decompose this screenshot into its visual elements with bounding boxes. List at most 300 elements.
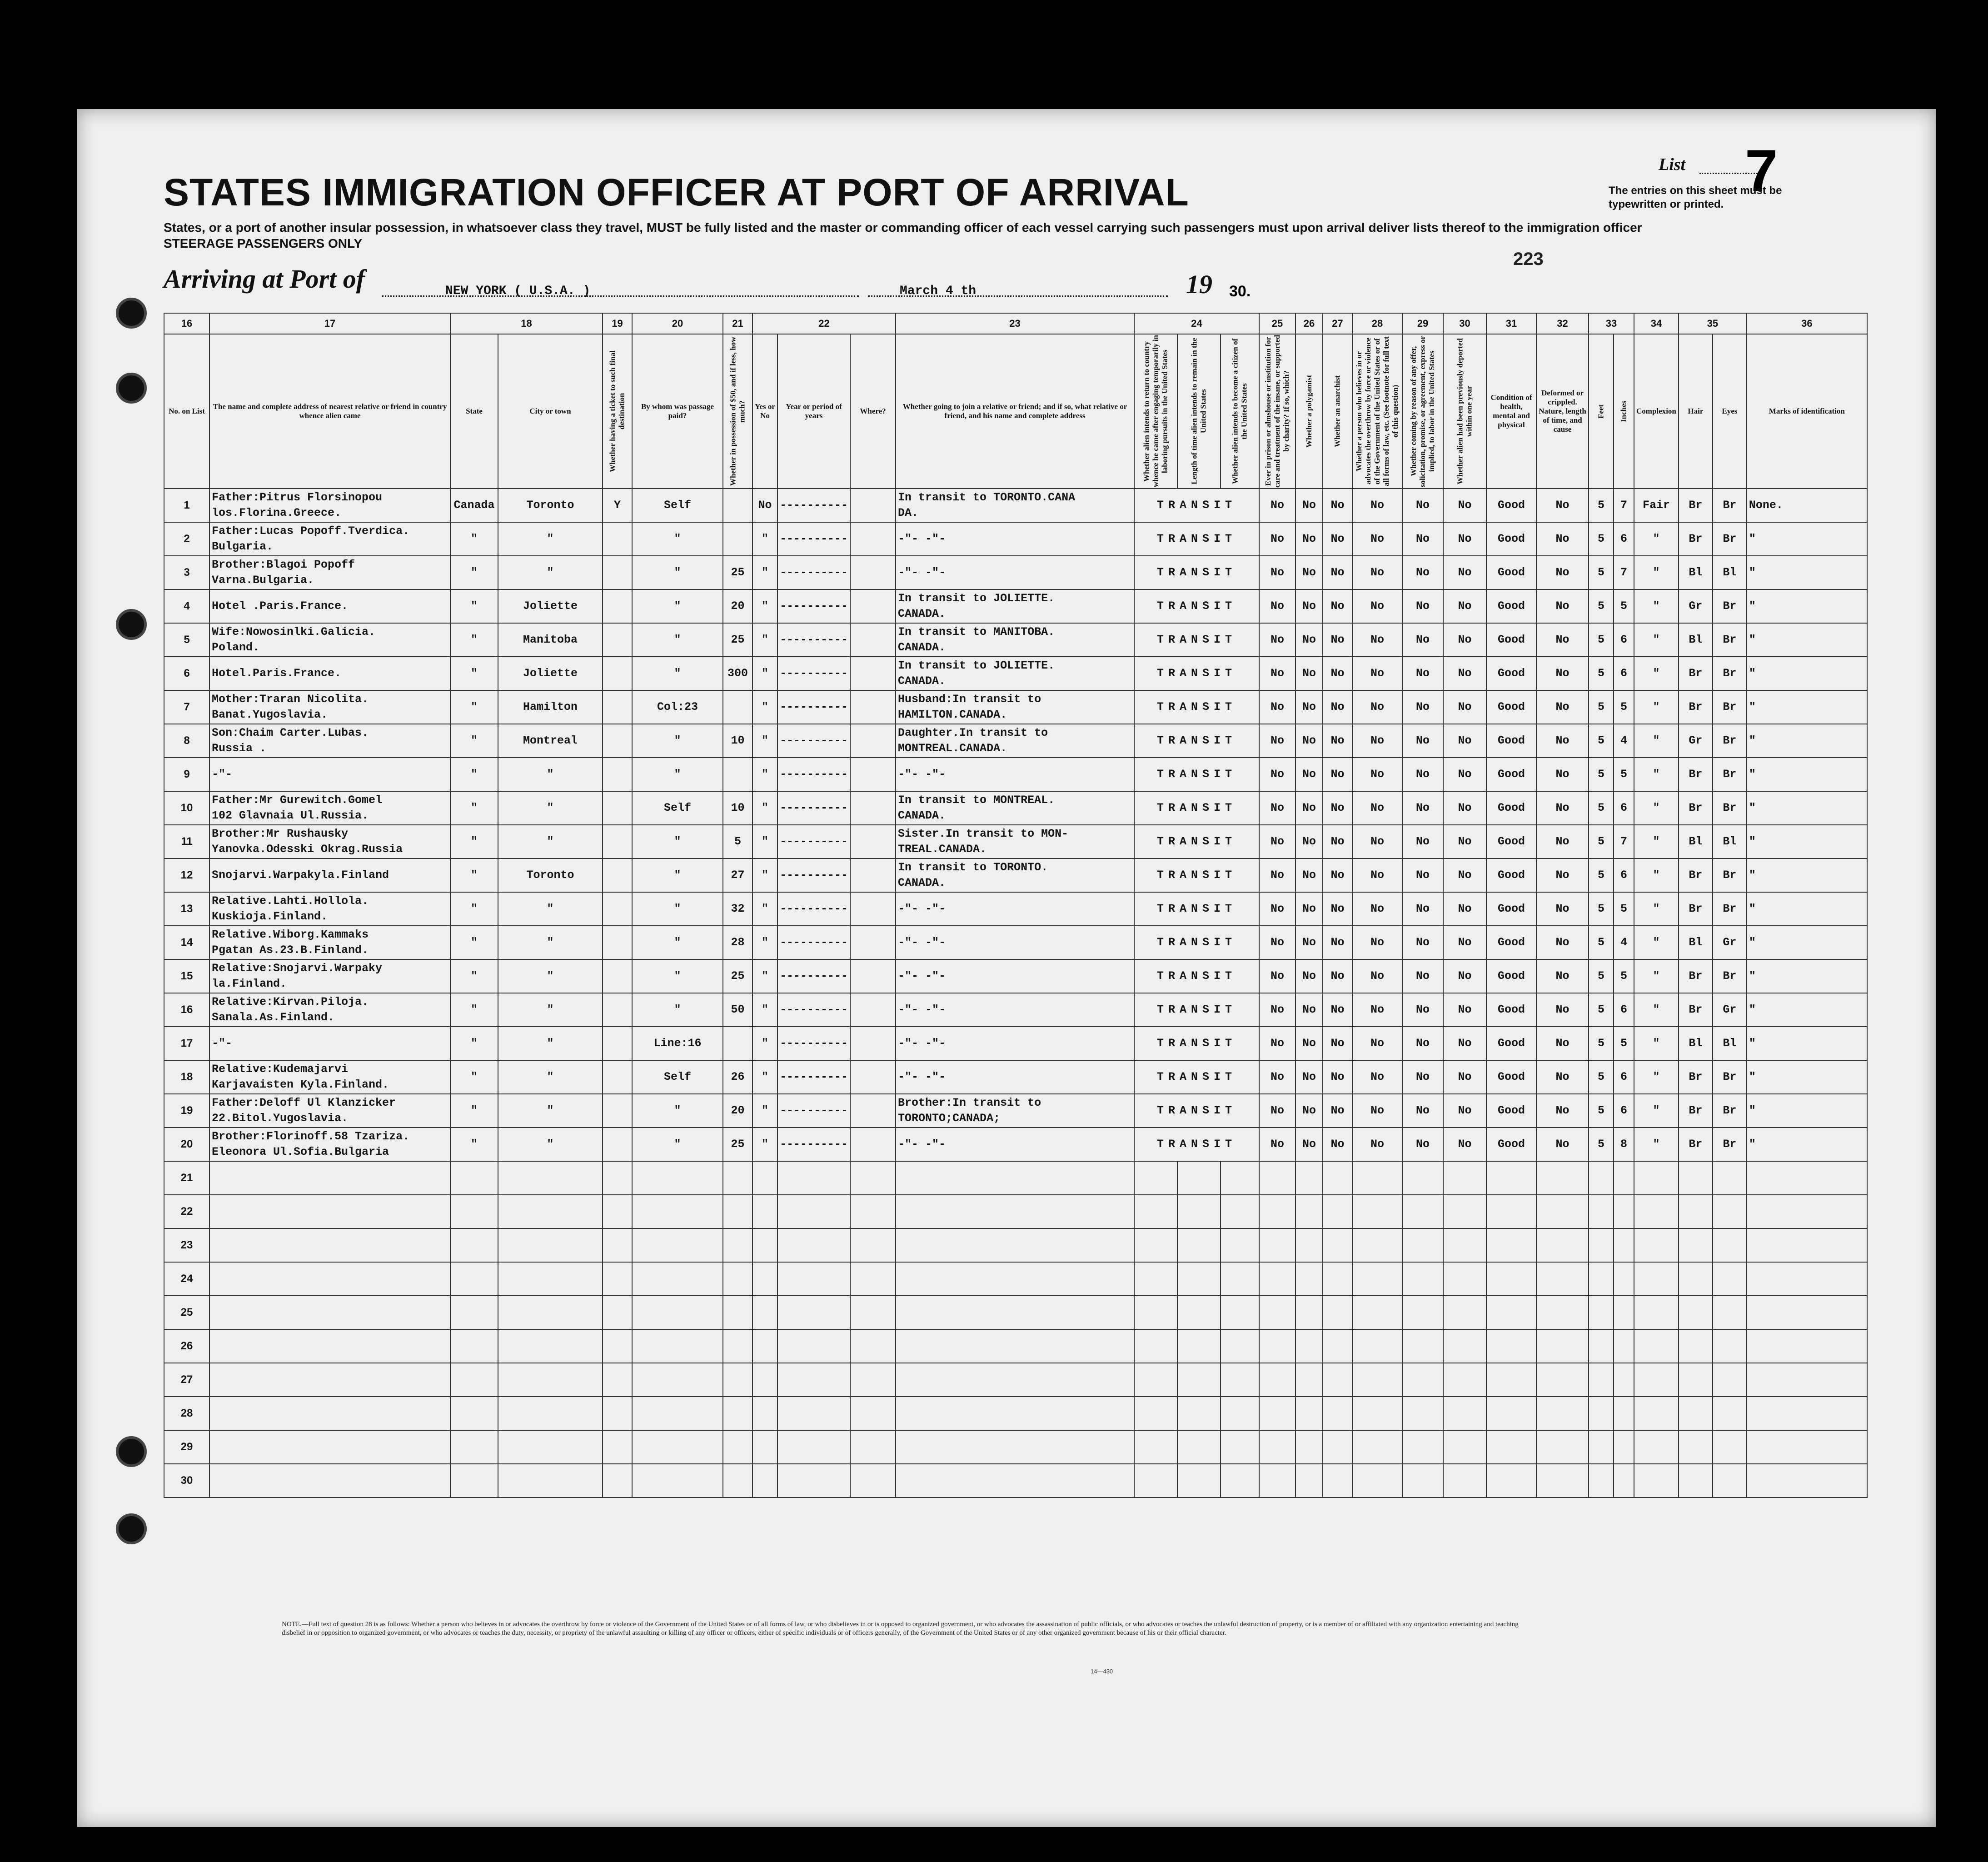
complexion-cell: " bbox=[1634, 522, 1679, 556]
empty-cell bbox=[1747, 1161, 1867, 1195]
where-cell bbox=[850, 892, 896, 926]
relative-address: Relative:Kudemajarvi Karjavaisten Kyla.Finland. bbox=[209, 1060, 450, 1094]
eyes-cell: Br bbox=[1713, 589, 1747, 623]
empty-cell bbox=[1352, 1262, 1402, 1296]
contract-cell: No bbox=[1402, 859, 1443, 892]
column-number: 31 bbox=[1486, 313, 1536, 334]
period-cell: ---------- bbox=[777, 489, 850, 522]
period-cell: ---------- bbox=[777, 859, 850, 892]
ticket-cell bbox=[603, 993, 632, 1027]
table-row bbox=[164, 1262, 1867, 1296]
join-relative-cell: In transit to TORONTO.CANA DA. bbox=[896, 489, 1134, 522]
empty-cell bbox=[1352, 1296, 1402, 1329]
empty-cell bbox=[1134, 1262, 1177, 1296]
hair-cell: Br bbox=[1679, 758, 1713, 791]
prison-cell: No bbox=[1259, 825, 1295, 859]
empty-cell bbox=[1614, 1430, 1634, 1464]
join-relative-cell: In transit to MONTREAL. CANADA. bbox=[896, 791, 1134, 825]
empty-cell bbox=[1352, 1464, 1402, 1498]
destination-state: " bbox=[450, 522, 498, 556]
empty-cell bbox=[1352, 1228, 1402, 1262]
hair-cell: Br bbox=[1679, 489, 1713, 522]
deported-cell: No bbox=[1443, 758, 1486, 791]
money-cell: 20 bbox=[723, 1094, 752, 1128]
empty-cell bbox=[1352, 1430, 1402, 1464]
height-inches-cell: 6 bbox=[1614, 522, 1634, 556]
anarchist-cell: No bbox=[1323, 993, 1352, 1027]
height-feet-cell: 5 bbox=[1589, 1060, 1614, 1094]
passage-paid-cell: " bbox=[632, 657, 723, 690]
anarchist-cell: No bbox=[1323, 1027, 1352, 1060]
empty-cell bbox=[209, 1296, 450, 1329]
table-row bbox=[164, 589, 1867, 623]
polygamist-cell: No bbox=[1295, 1027, 1323, 1060]
prison-cell: No bbox=[1259, 589, 1295, 623]
where-cell bbox=[850, 825, 896, 859]
destination-city: Joliette bbox=[498, 589, 603, 623]
height-inches-cell: 5 bbox=[1614, 959, 1634, 993]
prison-cell: No bbox=[1259, 1128, 1295, 1161]
header-marks: Marks of identification bbox=[1747, 334, 1867, 489]
header-purpose-citizen: Whether alien intends to become a citizen of the United States bbox=[1221, 334, 1259, 489]
empty-cell bbox=[896, 1161, 1134, 1195]
empty-cell bbox=[1614, 1195, 1634, 1228]
purpose-cell: TRANSIT bbox=[1134, 959, 1259, 993]
prison-cell: No bbox=[1259, 623, 1295, 657]
anarchist-cell: No bbox=[1323, 825, 1352, 859]
complexion-cell: " bbox=[1634, 556, 1679, 589]
empty-cell bbox=[1614, 1262, 1634, 1296]
empty-cell bbox=[1402, 1262, 1443, 1296]
money-cell: 20 bbox=[723, 589, 752, 623]
row-number: 3 bbox=[164, 556, 209, 589]
empty-cell bbox=[1134, 1296, 1177, 1329]
deformed-cell: No bbox=[1536, 556, 1589, 589]
empty-cell bbox=[1634, 1363, 1679, 1397]
empty-cell bbox=[1747, 1329, 1867, 1363]
health-cell: Good bbox=[1486, 1027, 1536, 1060]
destination-city: " bbox=[498, 556, 603, 589]
empty-cell bbox=[723, 1161, 752, 1195]
passage-paid-cell: " bbox=[632, 959, 723, 993]
where-cell bbox=[850, 556, 896, 589]
empty-cell bbox=[777, 1363, 850, 1397]
where-cell bbox=[850, 623, 896, 657]
empty-cell bbox=[603, 1195, 632, 1228]
header-eyes: Eyes bbox=[1713, 334, 1747, 489]
passage-paid-cell: " bbox=[632, 892, 723, 926]
money-cell: 25 bbox=[723, 959, 752, 993]
empty-cell bbox=[1323, 1296, 1352, 1329]
question-28-cell: No bbox=[1352, 993, 1402, 1027]
empty-cell bbox=[850, 1228, 896, 1262]
column-number: 17 bbox=[209, 313, 450, 334]
ever-before-cell: " bbox=[752, 1128, 777, 1161]
column-number: 30 bbox=[1443, 313, 1486, 334]
money-cell: 25 bbox=[723, 556, 752, 589]
ever-before-cell: " bbox=[752, 959, 777, 993]
money-cell: 5 bbox=[723, 825, 752, 859]
empty-cell bbox=[1486, 1363, 1536, 1397]
period-cell: ---------- bbox=[777, 522, 850, 556]
where-cell bbox=[850, 758, 896, 791]
hair-cell: Gr bbox=[1679, 724, 1713, 758]
header-where: Where? bbox=[850, 334, 896, 489]
ticket-cell bbox=[603, 859, 632, 892]
hair-cell: Br bbox=[1679, 1094, 1713, 1128]
relative-address: -"- bbox=[209, 1027, 450, 1060]
hair-cell: Br bbox=[1679, 522, 1713, 556]
empty-cell bbox=[1747, 1363, 1867, 1397]
header-state: State bbox=[450, 334, 498, 489]
contract-cell: No bbox=[1402, 758, 1443, 791]
column-number: 29 bbox=[1402, 313, 1443, 334]
table-row bbox=[164, 892, 1867, 926]
empty-cell bbox=[752, 1228, 777, 1262]
polygamist-cell: No bbox=[1295, 623, 1323, 657]
question-28-cell: No bbox=[1352, 825, 1402, 859]
empty-cell bbox=[498, 1296, 603, 1329]
empty-cell bbox=[1352, 1161, 1402, 1195]
destination-city: " bbox=[498, 926, 603, 959]
ever-before-cell: " bbox=[752, 791, 777, 825]
empty-cell bbox=[1323, 1397, 1352, 1430]
deformed-cell: No bbox=[1536, 724, 1589, 758]
marks-cell: " bbox=[1747, 1060, 1867, 1094]
prison-cell: No bbox=[1259, 791, 1295, 825]
empty-cell bbox=[1402, 1329, 1443, 1363]
header-city: City or town bbox=[498, 334, 603, 489]
passage-paid-cell: Self bbox=[632, 1060, 723, 1094]
deported-cell: No bbox=[1443, 1060, 1486, 1094]
empty-cell bbox=[896, 1397, 1134, 1430]
empty-cell bbox=[1134, 1228, 1177, 1262]
empty-cell bbox=[1221, 1329, 1259, 1363]
prison-cell: No bbox=[1259, 993, 1295, 1027]
empty-cell bbox=[1536, 1329, 1589, 1363]
empty-cell bbox=[1589, 1228, 1614, 1262]
height-feet-cell: 5 bbox=[1589, 724, 1614, 758]
hair-cell: Br bbox=[1679, 1060, 1713, 1094]
marks-cell: " bbox=[1747, 690, 1867, 724]
empty-cell bbox=[1443, 1296, 1486, 1329]
complexion-cell: Fair bbox=[1634, 489, 1679, 522]
header-deported: Whether alien had been previously deported within one year bbox=[1443, 334, 1486, 489]
empty-cell bbox=[752, 1363, 777, 1397]
empty-cell bbox=[1634, 1262, 1679, 1296]
table-row bbox=[164, 1060, 1867, 1094]
height-inches-cell: 4 bbox=[1614, 926, 1634, 959]
period-cell: ---------- bbox=[777, 959, 850, 993]
deported-cell: No bbox=[1443, 556, 1486, 589]
ticket-cell bbox=[603, 892, 632, 926]
period-cell: ---------- bbox=[777, 1027, 850, 1060]
empty-cell bbox=[450, 1363, 498, 1397]
destination-state: " bbox=[450, 657, 498, 690]
empty-cell bbox=[209, 1363, 450, 1397]
row-number: 8 bbox=[164, 724, 209, 758]
height-feet-cell: 5 bbox=[1589, 556, 1614, 589]
empty-cell bbox=[850, 1363, 896, 1397]
destination-state: " bbox=[450, 859, 498, 892]
period-cell: ---------- bbox=[777, 926, 850, 959]
polygamist-cell: No bbox=[1295, 825, 1323, 859]
empty-cell bbox=[209, 1161, 450, 1195]
empty-cell bbox=[498, 1262, 603, 1296]
empty-cell bbox=[603, 1296, 632, 1329]
empty-cell bbox=[850, 1464, 896, 1498]
row-number: 14 bbox=[164, 926, 209, 959]
empty-cell bbox=[723, 1228, 752, 1262]
empty-cell bbox=[1679, 1228, 1713, 1262]
empty-cell bbox=[1295, 1262, 1323, 1296]
height-inches-cell: 5 bbox=[1614, 1027, 1634, 1060]
empty-cell bbox=[723, 1262, 752, 1296]
hair-cell: Br bbox=[1679, 657, 1713, 690]
ticket-cell bbox=[603, 522, 632, 556]
complexion-cell: " bbox=[1634, 825, 1679, 859]
empty-cell bbox=[1713, 1363, 1747, 1397]
period-cell: ---------- bbox=[777, 758, 850, 791]
empty-cell bbox=[498, 1228, 603, 1262]
height-feet-cell: 5 bbox=[1589, 993, 1614, 1027]
destination-state: " bbox=[450, 926, 498, 959]
question-28-cell: No bbox=[1352, 556, 1402, 589]
relative-address: Father:Deloff Ul Klanzicker 22.Bitol.Yugoslavia. bbox=[209, 1094, 450, 1128]
purpose-cell: TRANSIT bbox=[1134, 489, 1259, 522]
purpose-cell: TRANSIT bbox=[1134, 859, 1259, 892]
ever-before-cell: " bbox=[752, 623, 777, 657]
row-number: 22 bbox=[164, 1195, 209, 1228]
empty-cell bbox=[632, 1430, 723, 1464]
deported-cell: No bbox=[1443, 690, 1486, 724]
passage-paid-cell: Self bbox=[632, 489, 723, 522]
column-number: 28 bbox=[1352, 313, 1402, 334]
binder-hole bbox=[116, 298, 147, 329]
height-inches-cell: 7 bbox=[1614, 489, 1634, 522]
deported-cell: No bbox=[1443, 657, 1486, 690]
empty-cell bbox=[1747, 1464, 1867, 1498]
column-number: 36 bbox=[1747, 313, 1867, 334]
question-28-cell: No bbox=[1352, 589, 1402, 623]
health-cell: Good bbox=[1486, 657, 1536, 690]
ticket-cell bbox=[603, 1060, 632, 1094]
height-inches-cell: 6 bbox=[1614, 859, 1634, 892]
table-row bbox=[164, 959, 1867, 993]
column-number: 18 bbox=[450, 313, 603, 334]
height-inches-cell: 7 bbox=[1614, 556, 1634, 589]
purpose-cell: TRANSIT bbox=[1134, 1094, 1259, 1128]
header-complexion: Complexion bbox=[1634, 334, 1679, 489]
hair-cell: Br bbox=[1679, 993, 1713, 1027]
destination-city: Montreal bbox=[498, 724, 603, 758]
polygamist-cell: No bbox=[1295, 522, 1323, 556]
anarchist-cell: No bbox=[1323, 1094, 1352, 1128]
empty-cell bbox=[1614, 1464, 1634, 1498]
relative-address: Relative.Lahti.Hollola. Kuskioja.Finland. bbox=[209, 892, 450, 926]
empty-cell bbox=[1614, 1397, 1634, 1430]
ever-before-cell: " bbox=[752, 522, 777, 556]
anarchist-cell: No bbox=[1323, 758, 1352, 791]
deported-cell: No bbox=[1443, 522, 1486, 556]
anarchist-cell: No bbox=[1323, 1060, 1352, 1094]
empty-cell bbox=[603, 1397, 632, 1430]
eyes-cell: Br bbox=[1713, 1094, 1747, 1128]
question-28-cell: No bbox=[1352, 657, 1402, 690]
money-cell bbox=[723, 522, 752, 556]
ever-before-cell: " bbox=[752, 859, 777, 892]
empty-cell bbox=[777, 1161, 850, 1195]
contract-cell: No bbox=[1402, 489, 1443, 522]
deported-cell: No bbox=[1443, 959, 1486, 993]
join-relative-cell: -"- -"- bbox=[896, 1060, 1134, 1094]
destination-state: " bbox=[450, 825, 498, 859]
health-cell: Good bbox=[1486, 859, 1536, 892]
column-number: 22 bbox=[752, 313, 896, 334]
height-inches-cell: 6 bbox=[1614, 1060, 1634, 1094]
polygamist-cell: No bbox=[1295, 791, 1323, 825]
height-inches-cell: 5 bbox=[1614, 758, 1634, 791]
destination-state: " bbox=[450, 758, 498, 791]
destination-city: " bbox=[498, 1060, 603, 1094]
destination-state: " bbox=[450, 892, 498, 926]
marks-cell: " bbox=[1747, 791, 1867, 825]
height-feet-cell: 5 bbox=[1589, 859, 1614, 892]
join-relative-cell: -"- -"- bbox=[896, 556, 1134, 589]
row-number: 12 bbox=[164, 859, 209, 892]
passage-paid-cell: " bbox=[632, 1128, 723, 1161]
row-number: 17 bbox=[164, 1027, 209, 1060]
destination-state: " bbox=[450, 690, 498, 724]
passage-paid-cell: " bbox=[632, 724, 723, 758]
empty-cell bbox=[1634, 1397, 1679, 1430]
join-relative-cell: Brother:In transit to TORONTO;CANADA; bbox=[896, 1094, 1134, 1128]
money-cell: 300 bbox=[723, 657, 752, 690]
hair-cell: Br bbox=[1679, 690, 1713, 724]
empty-cell bbox=[450, 1329, 498, 1363]
empty-cell bbox=[1323, 1262, 1352, 1296]
health-cell: Good bbox=[1486, 1094, 1536, 1128]
prison-cell: No bbox=[1259, 556, 1295, 589]
hair-cell: Br bbox=[1679, 959, 1713, 993]
empty-cell bbox=[1323, 1161, 1352, 1195]
empty-cell bbox=[209, 1262, 450, 1296]
empty-cell bbox=[896, 1430, 1134, 1464]
deported-cell: No bbox=[1443, 993, 1486, 1027]
height-feet-cell: 5 bbox=[1589, 1128, 1614, 1161]
column-number: 24 bbox=[1134, 313, 1259, 334]
table-row bbox=[164, 522, 1867, 556]
empty-cell bbox=[209, 1228, 450, 1262]
money-cell bbox=[723, 758, 752, 791]
height-feet-cell: 5 bbox=[1589, 791, 1614, 825]
join-relative-cell: In transit to MANITOBA. CANADA. bbox=[896, 623, 1134, 657]
relative-address: Relative:Kirvan.Piloja. Sanala.As.Finland. bbox=[209, 993, 450, 1027]
empty-cell bbox=[1536, 1262, 1589, 1296]
money-cell: 28 bbox=[723, 926, 752, 959]
marks-cell: " bbox=[1747, 825, 1867, 859]
where-cell bbox=[850, 926, 896, 959]
empty-cell bbox=[1747, 1195, 1867, 1228]
prison-cell: No bbox=[1259, 489, 1295, 522]
row-number: 27 bbox=[164, 1363, 209, 1397]
binder-hole bbox=[116, 373, 147, 404]
question-28-cell: No bbox=[1352, 489, 1402, 522]
complexion-cell: " bbox=[1634, 859, 1679, 892]
marks-cell: " bbox=[1747, 1128, 1867, 1161]
marks-cell: None. bbox=[1747, 489, 1867, 522]
empty-cell bbox=[1221, 1262, 1259, 1296]
ticket-cell bbox=[603, 556, 632, 589]
binder-hole bbox=[116, 1436, 147, 1467]
marks-cell: " bbox=[1747, 959, 1867, 993]
deformed-cell: No bbox=[1536, 1027, 1589, 1060]
purpose-cell: TRANSIT bbox=[1134, 1060, 1259, 1094]
form-number: 14—430 bbox=[1091, 1668, 1113, 1675]
empty-cell bbox=[1679, 1296, 1713, 1329]
contract-cell: No bbox=[1402, 589, 1443, 623]
marks-cell: " bbox=[1747, 623, 1867, 657]
contract-cell: No bbox=[1402, 1128, 1443, 1161]
passenger-rows bbox=[164, 489, 1867, 1498]
destination-city: Joliette bbox=[498, 657, 603, 690]
join-relative-cell: Husband:In transit to HAMILTON.CANADA. bbox=[896, 690, 1134, 724]
height-feet-cell: 5 bbox=[1589, 657, 1614, 690]
join-relative-cell: Sister.In transit to MON- TREAL.CANADA. bbox=[896, 825, 1134, 859]
empty-cell bbox=[632, 1296, 723, 1329]
question-28-cell: No bbox=[1352, 1027, 1402, 1060]
money-cell: 25 bbox=[723, 1128, 752, 1161]
row-number: 29 bbox=[164, 1430, 209, 1464]
empty-cell bbox=[1259, 1195, 1295, 1228]
relative-address: Snojarvi.Warpakyla.Finland bbox=[209, 859, 450, 892]
table-row bbox=[164, 657, 1867, 690]
hair-cell: Br bbox=[1679, 892, 1713, 926]
empty-cell bbox=[1536, 1195, 1589, 1228]
join-relative-cell: -"- -"- bbox=[896, 959, 1134, 993]
table-row bbox=[164, 1329, 1867, 1363]
deported-cell: No bbox=[1443, 1128, 1486, 1161]
passage-paid-cell: " bbox=[632, 993, 723, 1027]
deformed-cell: No bbox=[1536, 791, 1589, 825]
empty-cell bbox=[896, 1464, 1134, 1498]
prison-cell: No bbox=[1259, 724, 1295, 758]
empty-cell bbox=[896, 1296, 1134, 1329]
table-row bbox=[164, 1464, 1867, 1498]
eyes-cell: Br bbox=[1713, 623, 1747, 657]
deported-cell: No bbox=[1443, 859, 1486, 892]
contract-cell: No bbox=[1402, 892, 1443, 926]
table-row bbox=[164, 1128, 1867, 1161]
where-cell bbox=[850, 522, 896, 556]
polygamist-cell: No bbox=[1295, 892, 1323, 926]
empty-cell bbox=[1134, 1397, 1177, 1430]
complexion-cell: " bbox=[1634, 1060, 1679, 1094]
eyes-cell: Br bbox=[1713, 724, 1747, 758]
where-cell bbox=[850, 791, 896, 825]
row-number: 16 bbox=[164, 993, 209, 1027]
empty-cell bbox=[752, 1161, 777, 1195]
table-row bbox=[164, 791, 1867, 825]
marks-cell: " bbox=[1747, 724, 1867, 758]
empty-cell bbox=[498, 1363, 603, 1397]
ticket-cell bbox=[603, 825, 632, 859]
empty-cell bbox=[1177, 1329, 1221, 1363]
question-28-cell: No bbox=[1352, 926, 1402, 959]
table-row bbox=[164, 556, 1867, 589]
empty-cell bbox=[1747, 1397, 1867, 1430]
column-number: 16 bbox=[164, 313, 209, 334]
